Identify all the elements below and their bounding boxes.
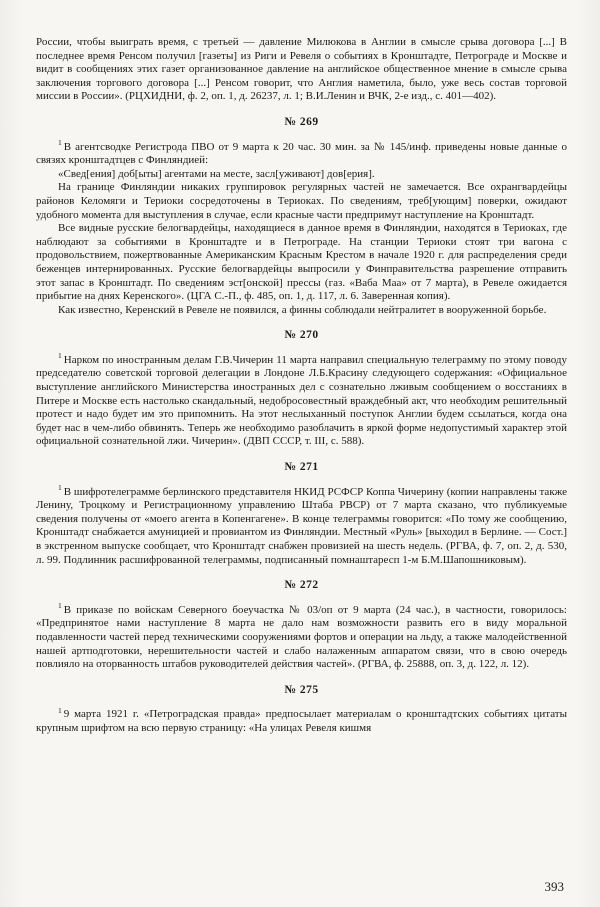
paragraph-text: В агентсводке Регистрода ПВО от 9 марта к 20 час. 30 мин. за № 145/инф. приведены новые данные о связях кронштадтцев с Финляндией: <box>36 140 567 167</box>
paragraph <box>36 705 567 735</box>
paragraph <box>36 222 567 304</box>
paragraph <box>36 351 567 449</box>
page-number: 393 <box>544 879 564 894</box>
paragraph <box>36 304 567 318</box>
paragraph-text: «Свед[ения] доб[ыты] агентами на месте, засл[уживают] дов[ерия]. <box>58 167 375 180</box>
section-heading: № 272 <box>284 579 319 592</box>
page-text <box>36 36 567 736</box>
footnote-marker: 1 <box>58 705 62 715</box>
paragraph <box>36 601 567 672</box>
section-heading: № 270 <box>284 329 319 342</box>
paragraph-text: 9 марта 1921 г. «Петроградская правда» предпосылает материалам о кронштадтских событиях цитаты крупным шрифтом на всю первую страницу: «На улицах Ревеля кишмя <box>36 708 567 734</box>
section-heading: № 269 <box>284 115 319 128</box>
paragraph-text: Нарком по иностранным делам Г.В.Чичерин 11 марта направил специальную телеграмму по этому поводу председателю советской торговой делегации в Лондоне Л.Б.Красину следующего содержания: «Официальное выступление английского Министерства иностранных дел с сознательно лживым сообщением о восстаниях в Питере и Москве есть настолько скандальный, недобросовестный враждебный акт, что необходим решительный протест и надо будет им это припомнить. На этот неслыханный поступок Англии будем ссылаться, когда она будет нас в чем-либо обвинять. Теперь же необходимо разоблачить в яркой форме недопустимый характер этой официальной сознательной лжи. Чичерин». (ДВП СССР, т. III, с. 588). <box>36 353 567 448</box>
paragraph <box>36 482 567 568</box>
paragraph <box>36 181 567 222</box>
paragraph-text: На границе Финляндии никаких группировок регулярных частей не замечается. Все охрангвардейцы районов Келомяги и Териоки сосредоточены в Териоках. По сведениям, треб[ующим] поверки, ожидают удобного момента для выступления в случае, если красные части предпримут наступление на Кронштадт. <box>36 181 567 221</box>
paragraph <box>36 137 567 168</box>
continued-paragraph: России, чтобы выиграть время, с третьей — давление Милюкова в Англии в смысле срыва договора [...] В последнее время Ренсом получил [газеты] из Риги и Ревеля о событиях в Кронштадте, Петрограде и Москве и видит в сообщениях этих газет организованное давление на английское общественное мнение в смысле срыва заключения торгового договора [...] Ренсом говорит, что Англия наметила, было, уже весь состав торговой миссии в России». (РЦХИДНИ, ф. 2, оп. 1, д. 26237, л. 1; В.И.Ленин и ВЧК, 2-е изд., с. 401—402). <box>36 36 567 103</box>
paragraph-text: В шифротелеграмме берлинского представителя НКИД РСФСР Коппа Чичерину (копии направлены также Ленину, Троцкому и Регистрационному управлению Штаба РВСР) от 7 марта сказано, что публикуемые сведения получены от «моего агента в Копенгагене». В конце телеграммы говорится: «По тому же сообщению, Кронштадт снабжается амуницией и провиантом из Финляндии. Местный «Руль» [выходил в Берлине. — Сост.] в экстренном выпуске сообщает, что Кронштадт снабжен провизией на шесть недель. (РГВА, ф. 7, оп. 2, д. 530, л. 99. Подлинник расшифрованной телеграммы, подписанный помнаштаресп 1-м Б.М.Шапошниковым). <box>36 485 567 566</box>
footnote-marker: 1 <box>58 137 62 147</box>
paragraph <box>36 168 567 182</box>
paragraph-text: В приказе по войскам Северного боеучастка № 03/оп от 9 марта (24 час.), в частности, говорилось: «Предпринятое нами наступление 8 марта не дало нам возможности развить его в виду моральной подавленности частей перед техническими сооружениями фортов и операции на льду, а также малодейственной нашей артподготовки, нерешительности частей и слабо налаженным аппаратом связи, что в свою очередь повлияло на оторванность штабов руководителей действия частей». (РГВА, ф. 25888, оп. 3, д. 122, л. 12). <box>36 603 567 671</box>
sections-container <box>36 116 567 736</box>
footnote-marker: 1 <box>58 351 62 361</box>
footnote-marker: 1 <box>58 601 62 611</box>
section-heading: № 271 <box>284 461 319 474</box>
section-heading: № 275 <box>284 683 319 696</box>
footnote-marker: 1 <box>58 482 62 492</box>
paragraph-text: Все видные русские белогвардейцы, находящиеся в данное время в Финляндии, находятся в Териоках, где наблюдают за событиями в Кронштадте и в Петрограде. На станции Териоки стоят три вагона с продовольствием, пожертвованные Американским Красным Крестом в начале 1920 г. для распределения среди беженцев интернированных. Русские белогвардейцы выпросили у Финправительства разрешение отправить этот запас в Кронштадт. По сведениям эст[онской] прессы (газ. «Ваба Маа» от 7 марта), в Ревеле ожидается прибытие на днях Керенского». (ЦГА С.-П., ф. 485, оп. 1, д. 117, л. 6. Заверенная копия). <box>36 222 567 303</box>
paragraph-text: Как известно, Керенский в Ревеле не появился, а финны соблюдали нейтралитет в вооруженной борьбе. <box>58 303 547 316</box>
